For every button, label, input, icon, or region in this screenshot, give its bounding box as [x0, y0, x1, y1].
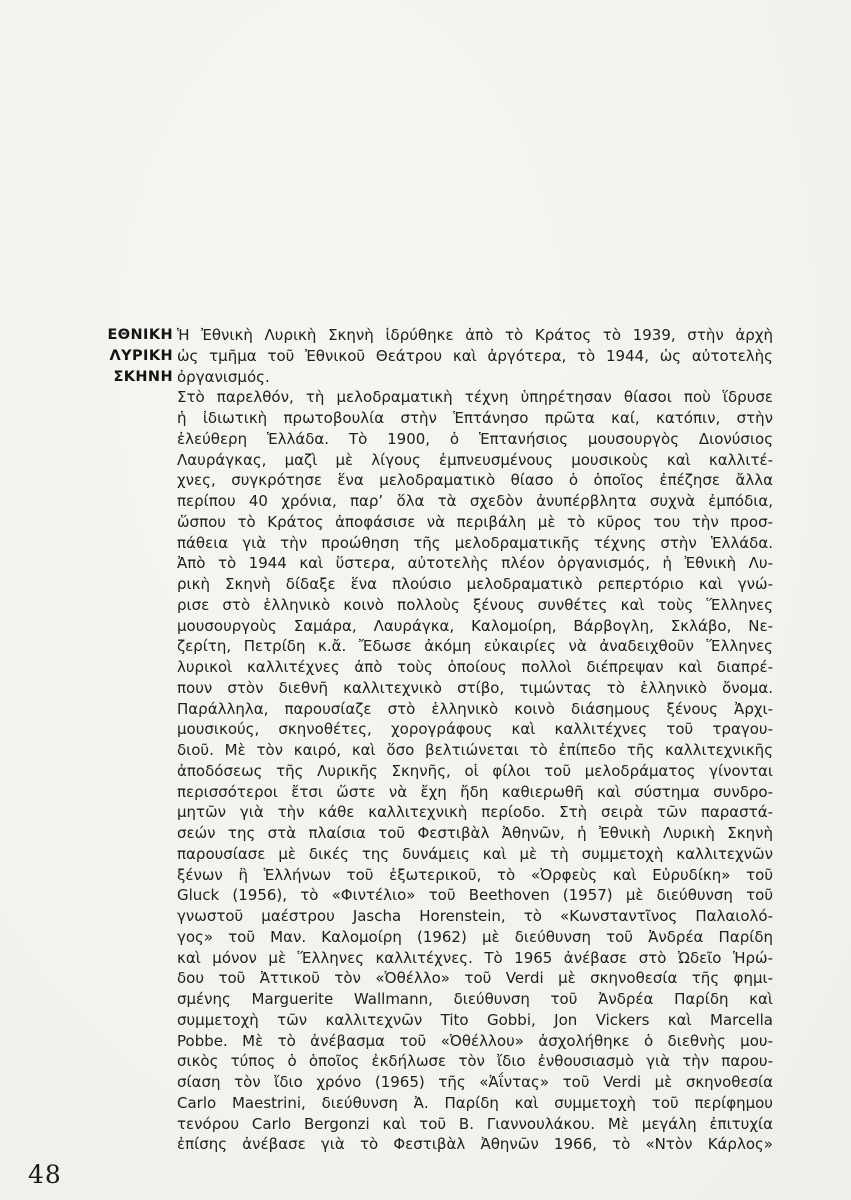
text-line: Ἡ Ἐθνικὴ Λυρικὴ Σκηνὴ ἱδρύθηκε ἀπὸ τὸ Κράτος τὸ 1939, στὴν ἀρχὴ	[177, 326, 773, 344]
text-line: Ἀπὸ τὸ 1944 καὶ ὕστερα, αὐτοτελὴς πλέον ὀργανισμός, ἡ Ἐθνικὴ Λυ-	[177, 554, 773, 573]
text-line: σικὸς τύπος ὁ ὁποῖος ἐκδήλωσε τὸν ἴδιο ἐνθουσιασμὸ γιὰ τὴν παρου-	[177, 1052, 773, 1071]
text-line: μουσουργοὺς Σαμάρα, Λαυράγκα, Καλομοίρη, Βάρβογλη, Σκλάβο, Νε-	[177, 616, 773, 635]
text-line: Pobbe. Μὲ τὸ ἀνέβασμα τοῦ «Ὀθέλλου» ἀσχολήθηκε ὁ διεθνὴς μου-	[177, 1031, 773, 1050]
text-line: σμένης Marguerite Wallmann, διεύθυνση τοῦ Ἀνδρέα Παρίδη καὶ	[177, 990, 773, 1008]
text-line: περίπου 40 χρόνια, παρ’ ὅλα τὰ σχεδὸν ἀνυπέρβλητα συχνὰ ἐμπόδια,	[177, 492, 773, 510]
text-line: γος» τοῦ Μαν. Καλομοίρη (1962) μὲ διεύθυνση τοῦ Ἀνδρέα Παρίδη	[177, 927, 773, 946]
text-line: τενόρου Carlo Bergonzi καὶ τοῦ Β. Γιαννουλάκου. Μὲ μεγάλη ἐπιτυχία	[177, 1114, 773, 1133]
text-line: μουσικούς, σκηνοθέτες, χορογράφους καὶ καλλιτέχνες τοῦ τραγου-	[177, 720, 773, 739]
text-line: ρικὴ Σκηνὴ δίδαξε ἕνα πλούσιο μελοδραματικὸ ρεπερτόριο καὶ γνώ-	[177, 575, 773, 593]
text-line: πουν στὸν διεθνῆ καλλιτεχνικὸ στίβο, τιμώντας τὸ ἑλληνικὸ ὄνομα.	[177, 678, 773, 697]
text-line: Στὸ παρελθόν, τὴ μελοδραματικὴ τέχνη ὑπηρέτησαν θίασοι ποὺ ἵδρυσε	[177, 388, 773, 407]
text-line: ὥσπου τὸ Κράτος ἀποφάσισε νὰ περιβάλη μὲ τὸ κῦρος του τὴν προσ-	[177, 512, 773, 531]
text-line: ἐλεύθερη Ἑλλάδα. Τὸ 1900, ὁ Ἑπτανήσιος μουσουργὸς Διονύσιος	[177, 429, 773, 448]
text-line: λυρικοὶ καλλιτέχνες ἀπὸ τοὺς ὁποίους πολλοὶ διέπρεψαν καὶ διαπρέ-	[177, 658, 773, 676]
text-line: ὀργανισμός.	[177, 367, 270, 386]
text-line: χνες, συγκρότησε ἕνα μελοδραματικὸ θίασο ὁ ὁποῖος ἐπέζησε ἄλλα	[177, 471, 773, 490]
text-line: Gluck (1956), τὸ «Φιντέλιο» τοῦ Beethoven (1957) μὲ διεύθυνση τοῦ	[177, 886, 773, 905]
text-line: ξένων ἢ Ἑλλήνων τοῦ ἐξωτερικοῦ, τὸ «Ὀρφεὺς καὶ Εὐρυδίκη» τοῦ	[177, 865, 773, 884]
text-line: ἡ ἰδιωτικὴ πρωτοβουλία στὴν Ἑπτάνησο πρῶτα καί, κατόπιν, στὴν	[177, 409, 773, 427]
text-line: Παράλληλα, παρουσίαζε στὸ ἑλληνικὸ κοινὸ διάσημους ξένους Ἀρχι-	[177, 699, 773, 718]
text-line: περισσότεροι ἔτσι ὥστε νὰ ἔχη ἤδη καθιερωθῆ καὶ σύστημα συνδρο-	[177, 782, 773, 801]
text-line: δου τοῦ Ἀττικοῦ τὸν «Ὀθέλλο» τοῦ Verdi μὲ σκηνοθεσία τῆς φημι-	[177, 969, 773, 988]
section-heading	[88, 325, 173, 387]
text-line: μητῶν γιὰ τὴν κάθε καλλιτεχνικὴ περίοδο. Στὴ σειρὰ τῶν παραστά-	[177, 803, 773, 822]
heading-line-3: ΣΚΗΝΗ	[113, 368, 173, 385]
heading-line-2: ΛΥΡΙΚΗ	[109, 347, 173, 364]
body-text-block	[177, 325, 773, 1155]
text-line: ὡς τμῆμα τοῦ Ἐθνικοῦ Θεάτρου καὶ ἀργότερα, τὸ 1944, ὡς αὐτοτελὴς	[177, 346, 773, 365]
text-line: Carlo Maestrini, διεύθυνση Ἀ. Παρίδη καὶ συμμετοχὴ τοῦ περίφημου	[177, 1093, 773, 1112]
page-number: 48	[28, 1160, 62, 1189]
text-line: διοῦ. Μὲ τὸν καιρό, καὶ ὅσο βελτιώνεται τὸ ἐπίπεδο τῆς καλλιτεχνικῆς	[177, 741, 773, 759]
text-line: συμμετοχὴ τῶν καλλιτεχνῶν Tito Gobbi, Jon Vickers καὶ Marcella	[177, 1010, 773, 1029]
text-line: Λαυράγκας, μαζὶ μὲ λίγους ἐμπνευσμένους μουσικοὺς καὶ καλλιτέ-	[177, 450, 773, 469]
text-line: σεών της στὰ πλαίσια τοῦ Φεστιβὰλ Ἀθηνῶν, ἡ Ἐθνικὴ Λυρικὴ Σκηνὴ	[177, 824, 773, 842]
heading-line-1: ΕΘΝΙΚΗ	[107, 327, 173, 343]
text-line: γνωστοῦ μαέστρου Jascha Horenstein, τὸ «Κωνσταντῖνος Παλαιολό-	[177, 907, 773, 925]
text-line: ἐπίσης ἀνέβασε γιὰ τὸ Φεστιβὰλ Ἀθηνῶν 1966, τὸ «Ντὸν Κάρλος»	[177, 1135, 773, 1154]
text-line: καὶ μόνον μὲ Ἕλληνες καλλιτέχνες. Τὸ 1965 ἀνέβασε στὸ Ὠδεῖο Ἡρώ-	[177, 948, 773, 967]
text-line: ἀποδόσεως τῆς Λυρικῆς Σκηνῆς, οἱ φίλοι τοῦ μελοδράματος γίνονται	[177, 761, 773, 780]
text-line: σίαση τὸν ἴδιο χρόνο (1965) τῆς «Ἀΐντας» τοῦ Verdi μὲ σκηνοθεσία	[177, 1073, 773, 1091]
text-line: παρουσίασε μὲ δικές της δυνάμεις καὶ μὲ τὴ συμμετοχὴ καλλιτεχνῶν	[177, 844, 773, 863]
text-line: πάθεια γιὰ τὴν προώθηση τῆς μελοδραματικῆς τέχνης στὴν Ἑλλάδα.	[177, 533, 773, 552]
text-line: ρισε στὸ ἑλληνικὸ κοινὸ πολλοὺς ξένους συνθέτες καὶ τοὺς Ἕλληνες	[177, 595, 773, 614]
text-line: ζερίτη, Πετρίδη κ.ἄ. Ἔδωσε ἀκόμη εὐκαιρίες νὰ ἀναδειχθοῦν Ἕλληνες	[177, 637, 773, 656]
